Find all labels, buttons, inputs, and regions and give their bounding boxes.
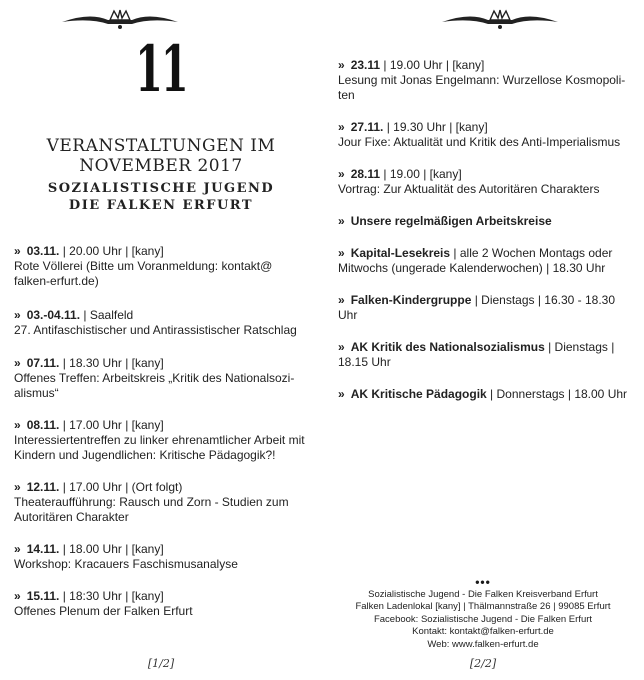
event-item (14, 356, 310, 401)
recurring-item (338, 340, 630, 370)
organization-title (0, 180, 322, 214)
issue-number: 11 (135, 32, 187, 107)
chevron-icon: » (338, 387, 345, 401)
event-meta: | 19.30 Uhr | [kany] (383, 120, 488, 134)
recurring-name: Falken-Kindergruppe (350, 293, 472, 307)
chevron-icon: » (338, 246, 345, 260)
page-right (322, 0, 644, 680)
event-list (338, 58, 630, 402)
event-item (14, 589, 310, 619)
chevron-icon: » (14, 418, 21, 432)
event-item (338, 167, 630, 197)
recurring-name: AK Kritik des Nationalsozialismus (350, 340, 545, 354)
organization-line-1: SOZIALISTISCHE JUGEND (47, 181, 275, 196)
event-item (14, 542, 310, 572)
event-title: Rote Völlerei (Bitte um Voranmeldung: kontakt@ falken-erfurt.de) (14, 259, 273, 288)
event-meta: | 17.00 Uhr | [kany] (59, 418, 164, 432)
event-item (14, 308, 310, 338)
event-date: 15.11. (26, 589, 60, 603)
recurring-name: AK Kritische Pädagogik (350, 387, 487, 401)
event-item (14, 418, 310, 463)
footer-address: Falken Ladenlokal [kany] | Thälmannstraße 26 | 99085 Erfurt (355, 601, 611, 613)
chevron-icon: » (14, 356, 21, 370)
chevron-icon: » (14, 542, 21, 556)
event-title: Jour Fixe: Aktualität und Kritik des Anti-Imperialismus (338, 135, 621, 149)
chevron-icon: » (14, 308, 21, 322)
chevron-icon: » (338, 293, 345, 307)
headline-line-1: VERANSTALTUNGEN IM (46, 136, 276, 156)
chevron-icon: » (338, 167, 345, 181)
footer-email: Kontakt: kontakt@falken-erfurt.de (412, 626, 554, 638)
event-meta: | 17.00 Uhr | (Ort folgt) (59, 480, 183, 494)
event-date: 12.11. (26, 480, 60, 494)
chevron-icon: » (338, 120, 345, 134)
event-meta: | 18.00 Uhr | [kany] (59, 542, 164, 556)
event-date: 07.11. (26, 356, 60, 370)
recurring-schedule: | Dienstags | 16.30 - 18.30 Uhr (338, 293, 616, 322)
event-item (14, 480, 310, 525)
page-number: [1/2] (147, 657, 175, 670)
recurring-schedule: | Donnerstags | 18.00 Uhr (486, 387, 628, 401)
organization-line-2: DIE FALKEN ERFURT (68, 198, 254, 213)
footer-divider: ••• (475, 575, 491, 589)
recurring-item (338, 293, 630, 323)
headline-line-2: NOVEMBER 2017 (79, 156, 243, 176)
event-date: 23.11 (350, 58, 381, 72)
footer-facebook: Facebook: Sozialistische Jugend - Die Falken Erfurt (373, 613, 593, 625)
recurring-name: Kapital-Lesekreis (350, 246, 451, 260)
event-date: 08.11. (26, 418, 60, 432)
chevron-icon: » (338, 340, 345, 354)
chevron-icon: » (14, 244, 21, 258)
recurring-item (338, 246, 630, 276)
event-title: Lesung mit Jonas Engelmann: Wurzellose Kosmopoli-ten (338, 73, 626, 102)
event-meta: | 19.00 | [kany] (380, 167, 462, 181)
event-title: 27. Antifaschistischer und Antirassistischer Ratschlag (14, 323, 297, 337)
chevron-icon: » (338, 58, 345, 72)
event-title: Offenes Plenum der Falken Erfurt (14, 604, 193, 618)
event-date: 03.11. (26, 244, 60, 258)
recurring-schedule: | alle 2 Wochen Montags oder Mitwochs (ungerade Kalenderwochen) | 18.30 Uhr (338, 246, 613, 275)
event-title: Interessiertentreffen zu linker ehrenamtlicher Arbeit mit Kindern und Jugendlichen: Kritische Pädagogik?! (14, 433, 305, 462)
chevron-icon: » (338, 214, 345, 228)
event-title: Theateraufführung: Rausch und Zorn - Studien zum Autoritären Charakter (14, 495, 289, 524)
footer-org: Sozialistische Jugend - Die Falken Kreisverband Erfurt (368, 589, 598, 600)
footer-web: Web: www.falken-erfurt.de (427, 638, 539, 650)
event-meta: | 18:30 Uhr | [kany] (59, 589, 164, 603)
flourish-icon (60, 8, 180, 34)
event-title: Workshop: Kracauers Faschismusanalyse (14, 557, 238, 571)
event-date: 14.11. (26, 542, 60, 556)
event-date: 28.11 (350, 167, 381, 181)
event-list (14, 244, 310, 619)
recurring-item (338, 387, 630, 402)
section-heading-label: Unsere regelmäßigen Arbeitskreise (350, 214, 552, 228)
event-meta: | 18.30 Uhr | [kany] (59, 356, 164, 370)
event-item (14, 244, 310, 289)
headline (0, 136, 322, 176)
event-meta: | 20.00 Uhr | [kany] (59, 244, 164, 258)
event-title: Vortrag: Zur Aktualität des Autoritären Charakters (338, 182, 600, 196)
event-meta: | 19.00 Uhr | [kany] (380, 58, 485, 72)
event-item (338, 120, 630, 150)
event-date: 03.-04.11. (26, 308, 81, 322)
page-number: [2/2] (469, 657, 497, 670)
chevron-icon: » (14, 589, 21, 603)
event-item (338, 58, 630, 103)
recurring-schedule: | Dienstags | 18.15 Uhr (338, 340, 615, 369)
event-meta: | Saalfeld (80, 308, 134, 322)
section-heading (338, 214, 630, 229)
chevron-icon: » (14, 480, 21, 494)
event-title: Offenes Treffen: Arbeitskreis „Kritik des Nationalsozi-alismus“ (14, 371, 295, 400)
flourish-icon (440, 8, 560, 34)
event-date: 27.11. (350, 120, 384, 134)
footer-contact (322, 589, 644, 651)
